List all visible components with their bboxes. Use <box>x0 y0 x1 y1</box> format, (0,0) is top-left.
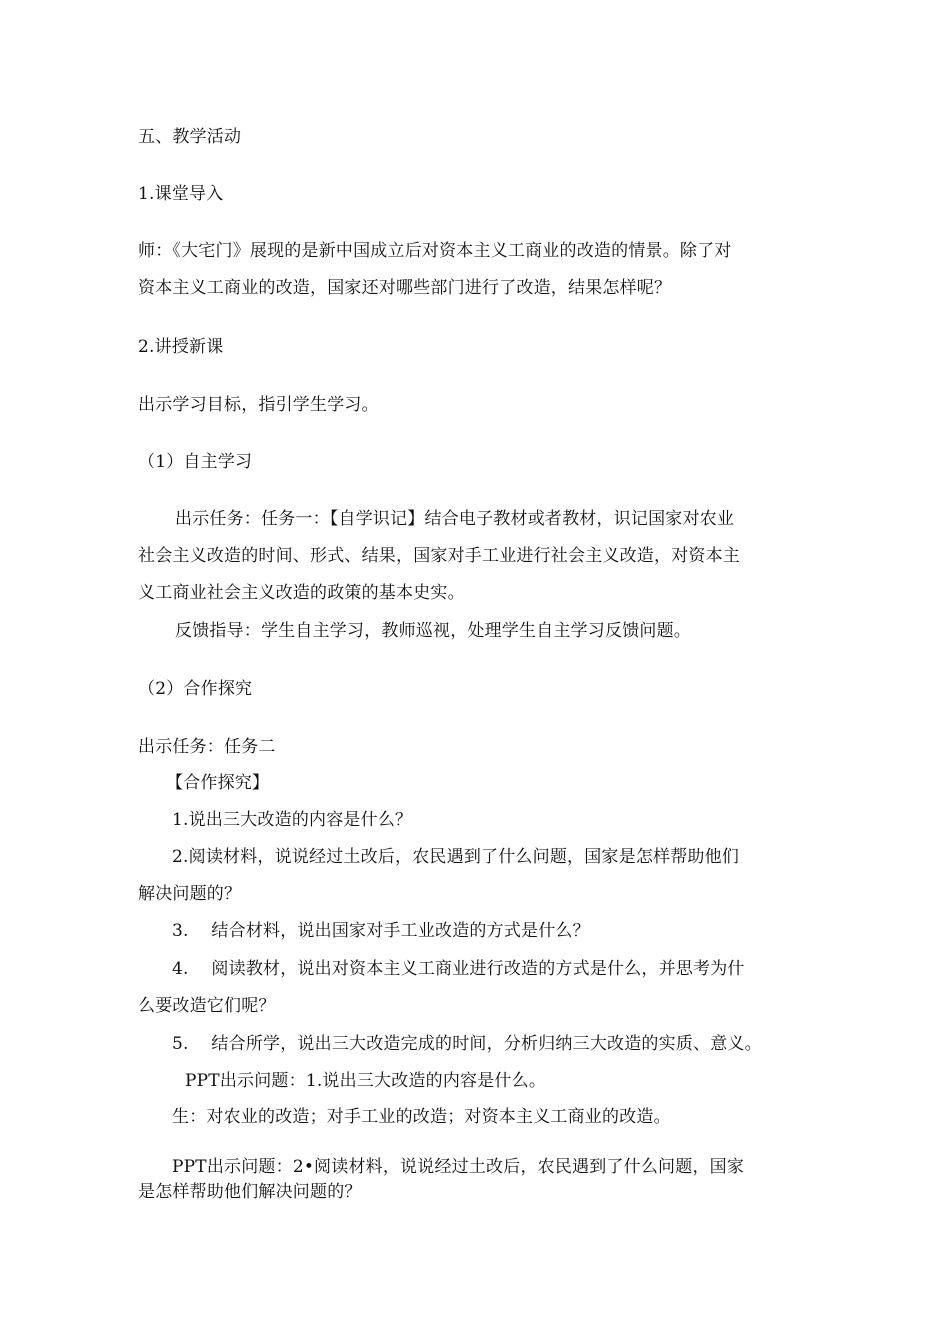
ppt-question-1: PPT出示问题：1.说出三大改造的内容是什么。 <box>185 1071 547 1091</box>
question-2-line-1: 2.阅读材料，说说经过土改后，农民遇到了什么问题，国家是怎样帮助他们 <box>172 847 740 867</box>
task-two-text: 出示任务：任务二 <box>138 737 276 757</box>
coop-heading: （2）合作探究 <box>138 679 253 699</box>
learning-goal-text: 出示学习目标，指引学生学习。 <box>138 395 379 415</box>
intro-paragraph-line-1: 师：《大宅门》展现的是新中国成立后对资本主义工商业的改造的情景。除了对 <box>138 241 732 261</box>
ppt-question-2-line-2: 是怎样帮助他们解决问题的？ <box>138 1182 362 1202</box>
question-5: 5. 结合所学，说出三大改造完成的时间，分析归纳三大改造的实质、意义。 <box>172 1034 762 1054</box>
coop-label: 【合作探究】 <box>166 773 270 793</box>
feedback-text: 反馈指导：学生自主学习，教师巡视，处理学生自主学习反馈问题。 <box>175 621 691 641</box>
question-1: 1.说出三大改造的内容是什么？ <box>172 810 413 830</box>
question-4-line-2: 么要改造它们呢？ <box>138 996 276 1016</box>
new-lesson-heading: 2.讲授新课 <box>138 337 224 357</box>
intro-heading: 1.课堂导入 <box>138 184 224 204</box>
task-one-line-3: 义工商业社会主义改造的政策的基本史实。 <box>138 583 465 603</box>
student-answer-1: 生：对农业的改造；对手工业的改造；对资本主义工商业的改造。 <box>172 1107 671 1127</box>
self-study-heading: （1）自主学习 <box>138 452 253 472</box>
ppt-question-2-line-1: PPT出示问题：2•阅读材料，说说经过土改后，农民遇到了什么问题，国家 <box>172 1157 745 1177</box>
question-3: 3. 结合材料，说出国家对手工业改造的方式是什么？ <box>172 921 590 941</box>
task-one-line-1: 出示任务：任务一：【自学识记】结合电子教材或者教材，识记国家对农业 <box>175 509 735 529</box>
section-heading: 五、教学活动 <box>138 127 242 147</box>
intro-paragraph-line-2: 资本主义工商业的改造，国家还对哪些部门进行了改造，结果怎样呢？ <box>138 278 672 298</box>
question-4-line-1: 4. 阅读教材，说出对资本主义工商业进行改造的方式是什么，并思考为什 <box>172 959 745 979</box>
question-2-line-2: 解决问题的？ <box>138 884 242 904</box>
task-one-line-2: 社会主义改造的时间、形式、结果，国家对手工业进行社会主义改造，对资本主 <box>138 546 740 566</box>
